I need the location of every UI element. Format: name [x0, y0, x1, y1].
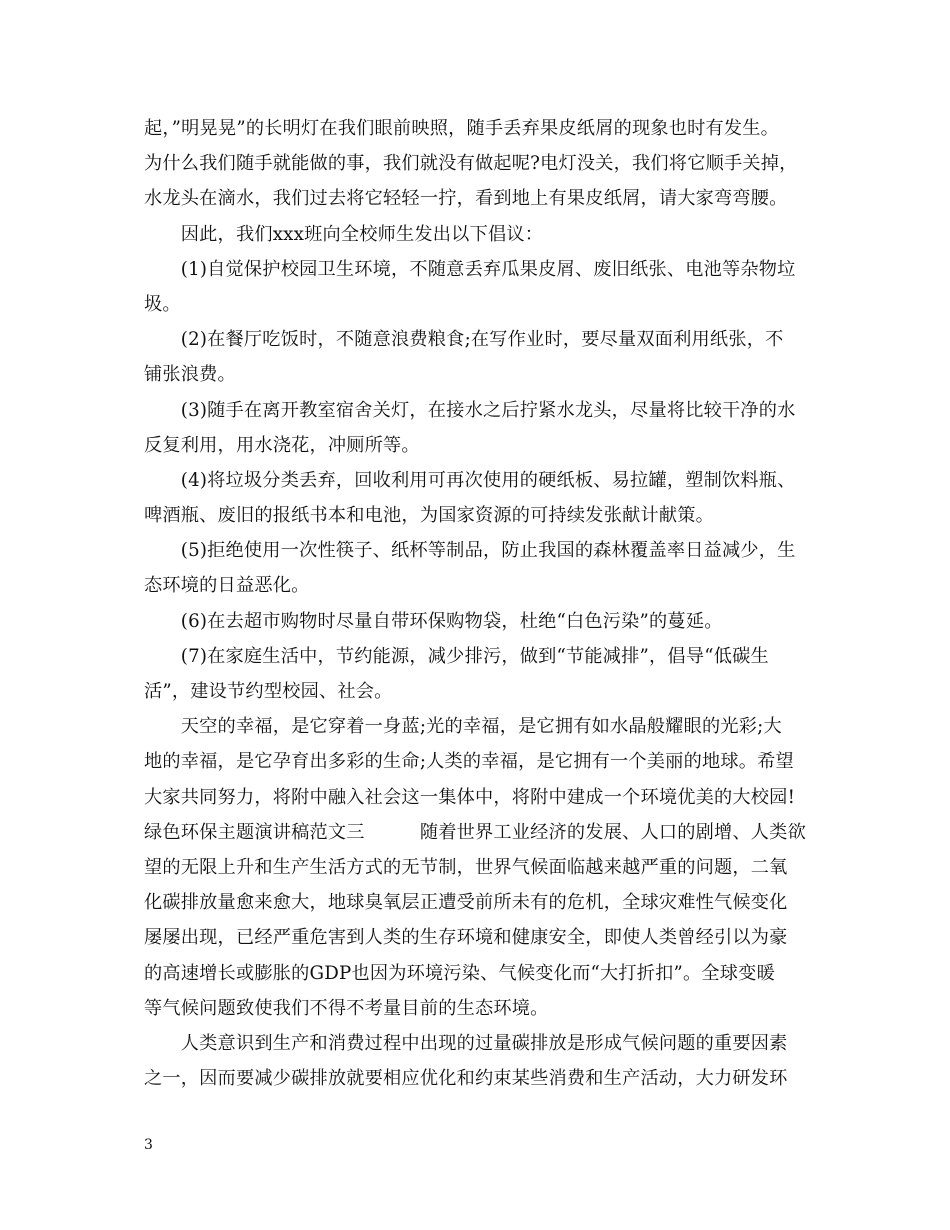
text-line: 望的无限上升和生产生活方式的无节制，世界气候面临越来越严重的问题，二氧	[144, 856, 788, 878]
text-line: 水龙头在滴水，我们过去将它轻轻一拧，看到地上有果皮纸屑，请大家弯弯腰。	[144, 188, 788, 210]
text-line: 为什么我们随手就能做的事，我们就没有做起呢?电灯没关，我们将它顺手关掉，	[144, 153, 798, 175]
text-line: (7)在家庭生活中，节约能源，减少排污，做到“节能减排”，倡导“低碳生	[144, 645, 769, 667]
text-line: 人类意识到生产和消费过程中出现的过量碳排放是形成气候问题的重要因素	[144, 1032, 788, 1054]
text-line: (4)将垃圾分类丢弃，回收利用可再次使用的硬纸板、易拉罐，塑制饮料瓶、	[144, 469, 796, 491]
page-number: 3	[144, 1137, 153, 1153]
text-line: (6)在去超市购物时尽量自带环保购物袋，杜绝“白色污染”的蔓延。	[144, 610, 723, 632]
text-line: 铺张浪费。	[144, 364, 236, 386]
text-line: 态环境的日益恶化。	[144, 575, 310, 597]
body-text	[144, 111, 816, 1096]
text-line: 等气候问题致使我们不得不考量目前的生态环境。	[144, 997, 549, 1019]
text-line: 啤酒瓶、废旧的报纸书本和电池，为国家资源的可持续发张献计献策。	[144, 505, 715, 527]
text-line: 因此，我们xxx班向全校师生发出以下倡议：	[144, 223, 544, 245]
text-line: (1)自觉保护校园卫生环境，不随意丢弃瓜果皮屑、废旧纸张、电池等杂物垃	[144, 258, 796, 280]
text-line: 活”，建设节约型校园、社会。	[144, 681, 393, 702]
text-line: 天空的幸福，是它穿着一身蓝;光的幸福，是它拥有如水晶般耀眼的光彩;大	[144, 716, 782, 738]
text-line: (5)拒绝使用一次性筷子、纸杯等制品，防止我国的森林覆盖率日益减少，生	[144, 540, 796, 562]
text-line: 绿色环保主题演讲稿范文三 随着世界工业经济的发展、人口的剧增、人类欲	[144, 821, 806, 843]
text-line: 地的幸福，是它孕育出多彩的生命;人类的幸福，是它拥有一个美丽的地球。希望	[144, 751, 794, 773]
text-line: (2)在餐厅吃饭时，不随意浪费粮食;在写作业时，要尽量双面利用纸张，不	[144, 329, 784, 351]
text-line: (3)随手在离开教室宿舍关灯，在接水之后拧紧水龙头，尽量将比较干净的水	[144, 399, 796, 421]
text-line: 反复利用，用水浇花，冲厕所等。	[144, 434, 420, 456]
text-line: 大家共同努力，将附中融入社会这一集体中，将附中建成一个环境优美的大校园!	[144, 786, 796, 808]
text-line: 之一，因而要减少碳排放就要相应优化和约束某些消费和生产活动，大力研发环	[144, 1068, 788, 1090]
text-line: 化碳排放量愈来愈大，地球臭氧层正遭受前所未有的危机，全球灾难性气候变化	[144, 892, 788, 914]
text-line: 起，”明晃晃”的长明灯在我们眼前映照，随手丢弃果皮纸屑的现象也时有发生。	[144, 118, 780, 139]
text-line: 的高速增长或膨胀的GDP也因为环境污染、气候变化而“大打折扣”。全球变暖	[144, 962, 775, 984]
text-line: 屡屡出现，已经严重危害到人类的生存环境和健康安全，即使人类曾经引以为豪	[144, 927, 788, 949]
text-line: 圾。	[144, 293, 181, 315]
